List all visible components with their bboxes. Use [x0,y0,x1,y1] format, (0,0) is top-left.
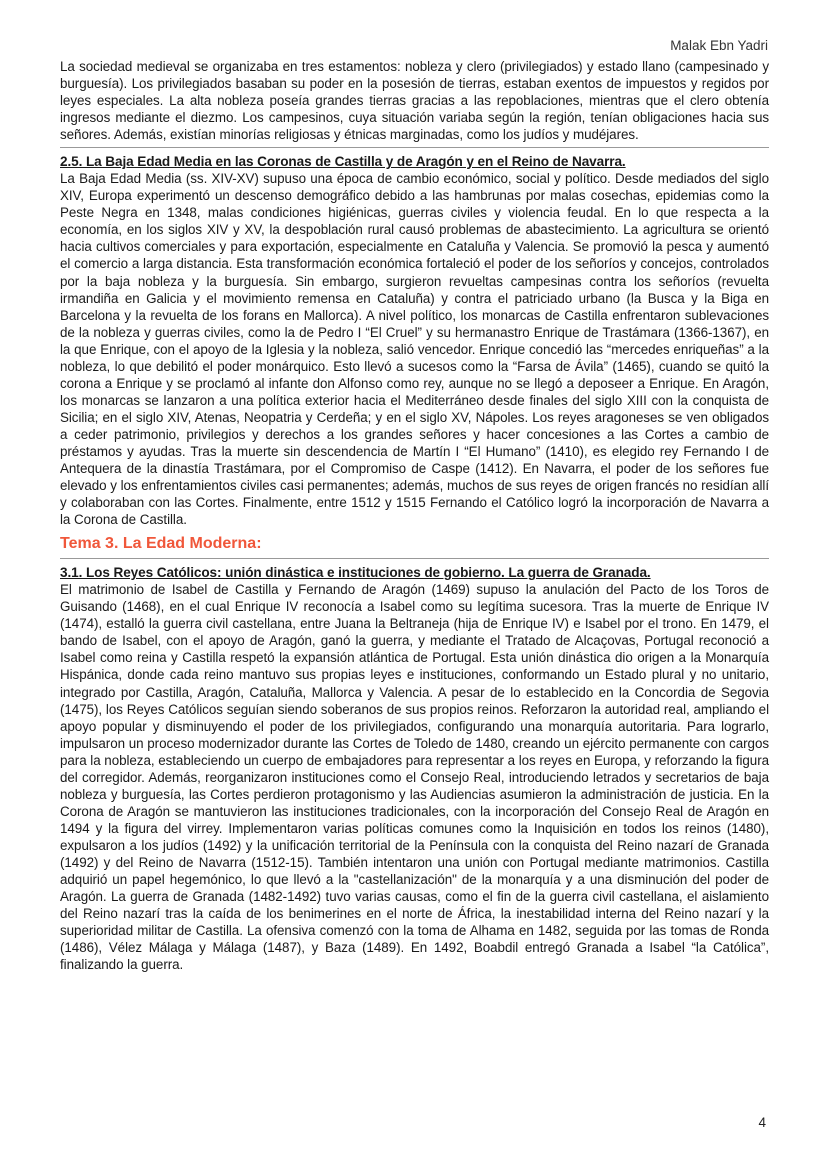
page-number: 4 [758,1115,766,1130]
section-3-1-body: El matrimonio de Isabel de Castilla y Fernando de Aragón (1469) supuso la anulación del Pacto de los Toros de Guisando (1468), en el cual Enrique IV reconocía a Isabel como su legítima sucesora. Tras la muerte de Enrique IV (1474), estalló la guerra civil castellana, entre Juana la Beltraneja (hija de Enrique IV) e Isabel por el trono. En 1479, el bando de Isabel, con el apoyo de Aragón, ganó la guerra, y mediante el Tratado de Alcaçovas, Portugal reconoció a Isabel como reina y Castilla respetó la expansión atlántica de Portugal. Esta unión dinástica dio origen a la Monarquía Hispánica, donde cada reino mantuvo sus propias leyes e instituciones, conformando un Estado plural y no unitario, integrado por Castilla, Aragón, Cataluña, Mallorca y Valencia. A pesar de lo establecido en la Concordia de Segovia (1475), los Reyes Católicos seguían siendo soberanos de sus propios reinos. Reforzaron la autoridad real, ampliando el apoyo popular y disminuyendo el poder de los privilegiados, configurando una monarquía autoritaria. Para lograrlo, impulsaron un proceso modernizador durante las Cortes de Toledo de 1480, creando un ejército permanente con cargos para la nobleza, estableciendo un cuerpo de embajadores para representar a los reyes en Europa, y reforzando la figura del corregidor. Además, reorganizaron instituciones como el Consejo Real, introduciendo letrados y secretarios de baja nobleza y burguesía, las Cortes perdieron protagonismo y las Audiencias asumieron la administración de justicia. En la Corona de Aragón se mantuvieron las instituciones tradicionales, con la incorporación del Consejo Real de Aragón en 1494 y la figura del virrey. Implementaron varias políticas comunes como la Inquisición en todos los reinos (1480), expulsaron a los judíos (1492) y la unificación territorial de la Península con la conquista del Reino nazarí de Granada (1492) y del Reino de Navarra (1512-15). También intentaron una unión con Portugal mediante matrimonios. Castilla adquirió un papel hegemónico, lo que llevó a la "castellanización" de la monarquía y a una disminución del poder de Aragón. La guerra de Granada (1482-1492) tuvo varias causas, como el fin de la guerra civil castellana, el aislamiento del Reino nazarí tras la caída de los benimerines en el norte de África, la inestabilidad interna del Reino nazarí y la superioridad militar de Castilla. La ofensiva comenzó con la toma de Alhama en 1482, seguida por las tomas de Ronda (1486), Vélez Málaga y Málaga (1487), y Baza (1489). En 1492, Boabdil entregó Granada a Isabel “la Católica”, finalizando la guerra. [60,582,769,973]
section-2-5-heading: 2.5. La Baja Edad Media en las Coronas de Castilla y de Aragón y en el Reino de Navarra. [60,154,626,170]
section-3-1-heading: 3.1. Los Reyes Católicos: unión dinástica e instituciones de gobierno. La guerra de Granada. [60,565,651,581]
divider-rule [60,147,769,148]
author-name: Malak Ebn Yadri [670,38,768,53]
divider-rule [60,558,769,559]
section-2-5-body: La Baja Edad Media (ss. XIV-XV) supuso una época de cambio económico, social y político. Desde mediados del siglo XIV, Europa experimentó un descenso demográfico debido a las hambrunas por malas cosechas, epidemias como la Peste Negra en 1348, malas condiciones higiénicas, guerras civiles y violencia feudal. En lo que respecta a la economía, en los siglos XIV y XV, la despoblación rural causó problemas de abastecimiento. La agricultura se orientó hacia cultivos comerciales y para exportación, especialmente en Cataluña y Valencia. Se promovió la pesca y aumentó el comercio a larga distancia. Esta transformación económica fortaleció el poder de los señoríos y concejos, controlados por la baja nobleza y la burguesía. Sin embargo, surgieron revueltas campesinas contra los señoríos (revuelta irmandiña en Galicia y el movimiento remensa en Cataluña) y contra el patriciado urbano (la Busca y la Biga en Barcelona y la revuelta de los forans en Mallorca). A nivel político, los monarcas de Castilla enfrentaron sublevaciones de la nobleza y guerras civiles, como la de Pedro I “El Cruel” y su hermanastro Enrique de Trastámara (1366-1367), en la que Enrique, con el apoyo de la Iglesia y la nobleza, salió vencedor. Enrique concedió las “mercedes enriqueñas” a la nobleza, lo que debilitó el poder monárquico. Esto llevó a sucesos como la “Farsa de Ávila” (1465), cuando se quitó la corona a Enrique y se proclamó al infante don Alfonso como rey, aunque no se llegó a deposeer a Enrique. En Aragón, los monarcas se lanzaron a una política exterior hacia el Mediterráneo desde finales del siglo XIII con la conquista de Sicilia; en el siglo XIV, Atenas, Neopatria y Cerdeña; y en el siglo XV, Nápoles. Los reyes aragoneses se ven obligados a ceder patrimonio, privilegios y derechos a los grandes señores y hacer concesiones a las Cortes a cambio de préstamos y ayudas. Tras la muerte sin descendencia de Martín I “El Humano” (1410), es elegido rey Fernando I de Antequera de la dinastía Trastámara, por el Compromiso de Caspe (1412). En Navarra, el poder de los señores fue elevado y los enfrentamientos civiles casi permanentes; además, muchos de sus reyes de origen francés no residían allí y colaboraban con las Cortes. Finalmente, entre 1512 y 1515 Fernando el Católico logró la incorporación de Navarra a la Corona de Castilla. [60,171,769,528]
intro-paragraph: La sociedad medieval se organizaba en tres estamentos: nobleza y clero (privilegiados) y estado llano (campesinado y burguesía). Los privilegiados basaban su poder en la posesión de tierras, estaban exentos de impuestos y regidos por leyes especiales. La alta nobleza poseía grandes tierras gracias a las repoblaciones, mientras que el clero obtenía ingresos mediante el diezmo. Los campesinos, cuya situación variaba según la región, tenían obligaciones hacia sus señores. Además, existían minorías religiosas y étnicas marginadas, como los judíos y mudéjares. [60,59,769,143]
tema-3-title: Tema 3. La Edad Moderna: [60,535,262,553]
page-content [60,58,769,973]
